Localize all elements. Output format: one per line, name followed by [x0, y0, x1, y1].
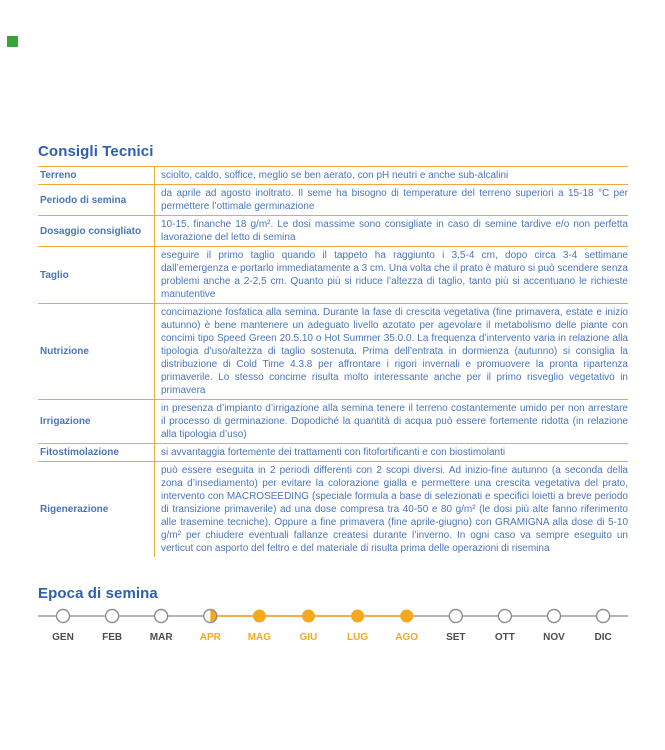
content-column — [38, 0, 628, 657]
table-row — [38, 247, 628, 304]
month-dot-mar — [155, 610, 168, 623]
sowing-timeline-svg — [38, 604, 628, 652]
month-dot-giu — [302, 610, 315, 623]
month-label-mar: MAR — [149, 632, 173, 643]
month-label-dic: DIC — [594, 632, 612, 643]
row-text: sciolto, caldo, soffice, meglio se ben aerato, con pH neutri e anche sub-alcalini — [155, 167, 629, 185]
table-row — [38, 216, 628, 247]
tech-advice-table — [38, 166, 628, 557]
table-row — [38, 167, 628, 185]
tech-table-body — [38, 167, 628, 558]
sowing-timeline — [38, 604, 628, 657]
table-row — [38, 304, 628, 400]
table-row — [38, 400, 628, 444]
row-text: concimazione fosfatica alla semina. Durante la fase di crescita vegetativa (fine primavera, estate e inizio autunno) è bene mantenere un adeguato livello azotato per agevolare il metabolismo delle piante con concimi tipo Speed Green 20.5.10 o Hot Summer 35.0.0. La frequenza d’intervento varia in relazione alla tipologia d’uso/altezza di taglio sostenuta. Prima dell’entrata in dormienza (autunno) si consiglia la distribuzione di Cold Time 4.3.8 per affrontare i rigori invernali e promuovere la pronta ripartenza primaverile. Lo stesso concime risulta molto interessante anche per il primo risveglio vegetativo in primavera — [155, 304, 629, 400]
month-dot-nov — [548, 610, 561, 623]
corner-green-square — [7, 36, 18, 47]
row-label: Periodo di semina — [40, 194, 127, 206]
month-label-ago: AGO — [395, 632, 419, 643]
month-dot-dic — [597, 610, 610, 623]
month-dot-gen — [57, 610, 70, 623]
month-label-set: SET — [446, 632, 466, 643]
row-label: Rigenerazione — [40, 504, 109, 515]
month-label-feb: FEB — [102, 632, 123, 643]
row-label: Taglio — [40, 269, 69, 281]
row-text: 10-15, finanche 18 g/m². Le dosi massime sono consigliate in caso di semine tardive e/o non perfetta lavorazione del letto di semina — [155, 216, 629, 247]
month-dot-set — [449, 610, 462, 623]
row-text: può essere eseguita in 2 periodi differenti con 2 scopi diversi. Ad inizio-fine autunno (a seconda della zona d’insediamento) per evitare la colorazione gialla e permettere una crescita vegetativa del prato, intervento con MACROSEEDING (speciale formula a base di selezionati e specifici loietti a breve periodo di transizione primaverile) ad una dose compresa tra 40-50 e 80 g/m² (le dosi più alte fanno riferimento alle trasemine tecniche). Oppure a fine primavera (fine aprile-giugno) con GRAMIGNA alla dose di 5-10 g/m² per chiudere eventuali fallanze createsi durante l’inverno. In ogni caso va sempre eseguito un verticut con asporto del feltro e del materiale di risulta prima delle operazioni di risemina — [155, 462, 629, 558]
month-label-giu: GIU — [299, 632, 318, 643]
month-dot-lug — [351, 610, 364, 623]
row-label: Terreno — [40, 170, 77, 181]
month-dot-ago — [400, 610, 413, 623]
table-row — [38, 462, 628, 558]
month-dot-feb — [106, 610, 119, 623]
row-label: Dosaggio consigliato — [40, 225, 142, 237]
row-text: da aprile ad agosto inoltrato. Il seme ha bisogno di temperature del terreno superiori a 15-18 °C per permettere l’ottimale germinazione — [155, 185, 629, 216]
row-text: si avvantaggia fortemente dei trattamenti con fitofortificanti e con biostimolanti — [155, 444, 629, 462]
month-dot-ott — [498, 610, 511, 623]
row-label: Nutrizione — [40, 346, 89, 357]
month-label-ott: OTT — [494, 632, 515, 643]
row-label: Irrigazione — [40, 416, 91, 427]
month-label-nov: NOV — [543, 632, 565, 643]
row-text: eseguire il primo taglio quando il tappeto ha raggiunto i 3,5-4 cm, dopo circa 3-4 settimane dall’emergenza e portarlo immediatamente a 3 cm. Una volta che il prato è maturo si può scendere senza problemi anche a 2-2,5 cm. Quanto più si riduce l’altezza di taglio, tanto più si accentuano le richieste manutentive — [155, 247, 629, 304]
tech-advice-title: Consigli Tecnici — [38, 143, 154, 160]
month-label-mag: MAG — [247, 632, 272, 643]
table-row — [38, 185, 628, 216]
month-label-lug: LUG — [347, 632, 369, 643]
row-label: Fitostimolazione — [40, 447, 119, 458]
month-dot-mag — [253, 610, 266, 623]
sowing-period-title: Epoca di semina — [38, 585, 158, 602]
month-label-gen: GEN — [52, 632, 74, 643]
table-row — [38, 444, 628, 462]
row-text: in presenza d’impianto d’irrigazione alla semina tenere il terreno costantemente umido per non arrestare il processo di germinazione. Dopodiché la quantità di acqua può essere fortemente ridotta (in relazione alla tipologia d’uso) — [155, 400, 629, 444]
month-label-apr: APR — [199, 632, 221, 643]
